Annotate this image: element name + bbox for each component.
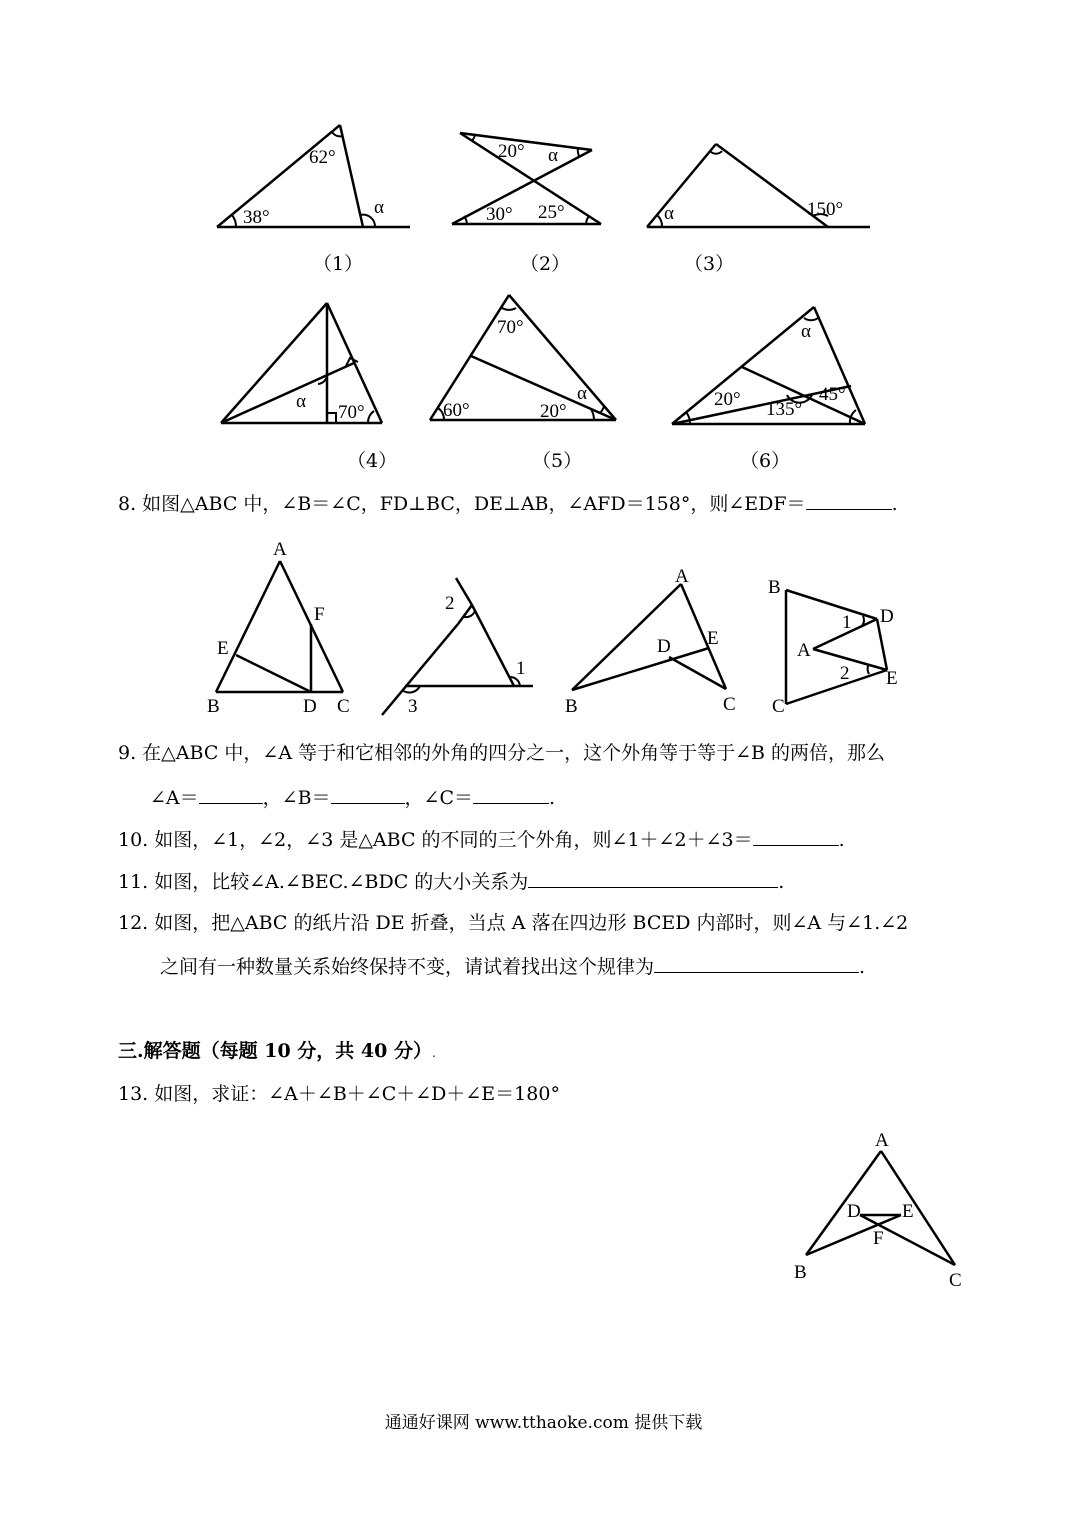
q9-angle-b-blank[interactable] [331,785,405,804]
fig6-middle-angle: 135° [766,399,803,420]
q12-label-d: D [880,606,894,627]
fig4-alpha: α [296,391,306,412]
question-11 [118,869,784,894]
question-12-line1: 12. 如图，把△ABC 的纸片沿 DE 折叠，当点 A 落在四边形 BCED 内部时，则∠A 与∠1.∠2 [118,912,909,934]
q13-label-a: A [875,1130,889,1151]
fig2-bottom-right-angle: 25° [538,202,565,223]
section-3-heading [118,1039,436,1065]
question-11-text: 11. 如图，比较∠A.∠BEC.∠BDC 的大小关系为 [118,871,529,893]
fig1-exterior-angle: α [374,197,384,218]
figure-q11 [572,584,726,690]
question-8-end: . [891,493,898,515]
caption-4: （4） [347,450,398,472]
q10-answer-blank[interactable] [753,827,839,846]
q10-label-3: 3 [408,696,418,717]
q11-label-e: E [707,628,719,649]
q13-label-d: D [847,1201,861,1222]
fig2-alpha: α [548,145,558,166]
question-12-line2-text: 之间有一种数量关系始终保持不变，请试着找出这个规律为 [160,956,655,978]
question-9-end: . [549,787,556,809]
q8-label-c: C [337,696,350,717]
q9-angle-a-blank[interactable] [199,785,263,804]
q8-answer-blank[interactable] [806,491,892,510]
q11-label-a: A [675,566,689,587]
fig1-apex-angle: 62° [309,147,336,168]
q8-label-d: D [303,696,317,717]
q11-label-d: D [657,636,671,657]
q9-angle-b-label: ，∠B＝ [262,787,331,809]
page-footer: 通通好课网 www.tthaoke.com 提供下载 [384,1413,703,1433]
q13-label-c: C [949,1270,962,1291]
q9-angle-a-label: ∠A＝ [150,787,199,809]
fig2-bottom-left-angle: 30° [486,204,513,225]
q12-label-1: 1 [842,612,852,633]
q11-label-c: C [723,694,736,715]
q8-label-b: B [207,696,220,717]
caption-2: （2） [520,253,571,275]
q12-label-e: E [886,668,898,689]
question-9-line2 [150,785,555,810]
fig5-alpha: α [577,383,587,404]
q12-label-c: C [772,696,785,717]
section-3-title: 三.解答题（每题 10 分，共 40 分） [118,1040,432,1062]
fig3-alpha: α [664,203,674,224]
fig2-top-left-angle: 20° [498,141,525,162]
q8-label-f: F [314,604,325,625]
figure-2 [452,133,601,224]
q11-label-b: B [565,696,578,717]
question-12-end: . [859,956,866,978]
question-10 [118,827,845,852]
question-10-text: 10. 如图，∠1，∠2，∠3 是△ABC 的不同的三个外角，则∠1＋∠2＋∠3＝ [118,829,753,851]
q8-label-e: E [217,638,229,659]
fig1-left-angle: 38° [243,207,270,228]
q11-answer-blank[interactable] [528,869,778,888]
q13-label-b: B [794,1262,807,1283]
q9-angle-c-blank[interactable] [473,785,549,804]
caption-6: （6） [740,450,791,472]
question-13: 13. 如图，求证：∠A＋∠B＋∠C＋∠D＋∠E＝180° [118,1083,560,1105]
q13-label-e: E [902,1201,914,1222]
q12-label-b: B [768,577,781,598]
section-3-mark: . [431,1046,436,1060]
question-11-end: . [778,871,785,893]
fig4-bottom-right-angle: 70° [338,402,365,423]
fig5-apex-angle: 70° [497,317,524,338]
q13-label-f: F [873,1228,884,1249]
fig6-left-angle: 20° [714,389,741,410]
figure-q8 [216,561,343,692]
q9-angle-c-label: ，∠C＝ [404,787,474,809]
question-12-line2 [160,954,865,979]
question-8 [118,491,898,516]
q12-label-a: A [797,640,811,661]
figure-q10 [382,578,533,715]
question-10-end: . [838,829,845,851]
q12-label-2: 2 [840,663,850,684]
question-8-text: 8. 如图△ABC 中，∠B＝∠C，FD⊥BC，DE⊥AB，∠AFD＝158°，则∠EDF＝ [118,493,806,515]
caption-3: （3） [684,253,735,275]
fig6-alpha: α [801,321,811,342]
caption-5: （5） [532,450,583,472]
question-9-line1: 9. 在△ABC 中，∠A 等于和它相邻的外角的四分之一，这个外角等于等于∠B 的两倍，那么 [118,742,885,764]
q8-label-a: A [273,539,287,560]
fig5-inner-angle: 20° [540,401,567,422]
q10-label-1: 1 [516,658,526,679]
caption-1: （1） [313,253,364,275]
q12-answer-blank[interactable] [654,954,859,973]
fig5-left-angle: 60° [443,400,470,421]
fig3-exterior-angle: 150° [807,199,844,220]
q10-label-2: 2 [445,593,455,614]
fig6-right-angle: 45° [819,384,846,405]
